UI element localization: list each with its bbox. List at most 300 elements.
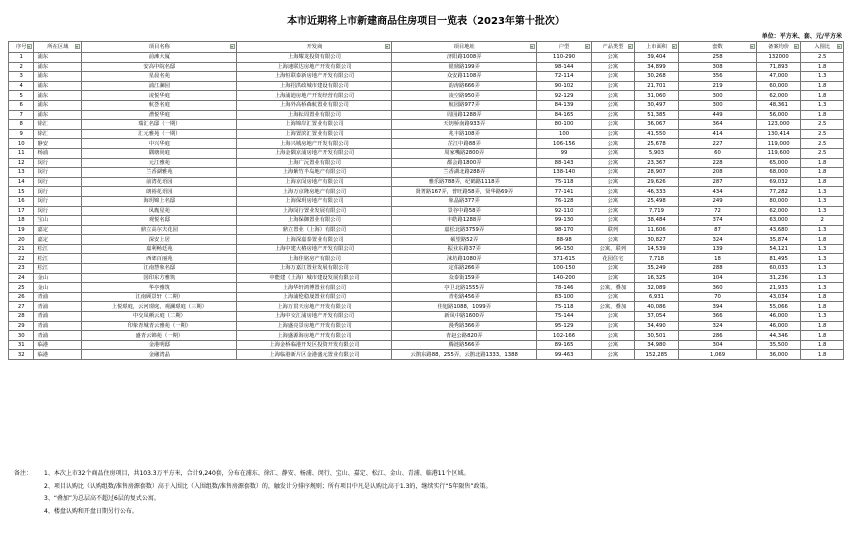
cell-product-type: 公寓，叠加	[592, 283, 634, 293]
cell-ratio: 2.5	[801, 148, 844, 158]
cell-unit-type: 92-110	[536, 206, 591, 216]
column-header-label: 入围比	[814, 44, 831, 50]
cell-unit-type: 72-114	[536, 72, 591, 82]
cell-developer: 上海临港新片区金港盛元置业有限公司	[237, 350, 392, 360]
cell-units: 366	[679, 312, 757, 322]
cell-units: 434	[679, 187, 757, 197]
cell-ratio: 2.5	[801, 139, 844, 149]
cell-ratio: 1.3	[801, 196, 844, 206]
filter-dropdown-icon[interactable]	[794, 44, 799, 49]
cell-area: 32,089	[634, 283, 679, 293]
table-row	[9, 283, 844, 293]
table-row	[9, 120, 844, 130]
filter-dropdown-icon[interactable]	[530, 44, 535, 49]
cell-seq: 19	[9, 225, 34, 235]
note-item: 1、本次上市32个商品住房项目，共103.3万平方米，合计9,240套，分布在浦东、徐汇、静安、杨浦、闵行、宝山、嘉定、松江、金山、青浦、临港11个区域。	[44, 470, 470, 477]
cell-price: 44,346	[756, 331, 801, 341]
cell-developer: 上海万贯天房地产开发有限公司	[237, 302, 392, 312]
cell-price: 48,361	[756, 100, 801, 110]
cell-developer: 上海金隅京浦房地产开发有限公司	[237, 148, 392, 158]
table-row	[9, 254, 844, 264]
cell-price: 35,500	[756, 340, 801, 350]
cell-product-type: 公寓	[592, 264, 634, 274]
cell-seq: 18	[9, 216, 34, 226]
cell-ratio: 1.8	[801, 340, 844, 350]
cell-units: 208	[679, 168, 757, 178]
cell-project-name: 江南顾景轩（二期）	[82, 292, 237, 302]
cell-district: 杨浦	[34, 148, 82, 158]
cell-district: 青浦	[34, 321, 82, 331]
cell-area: 39,404	[634, 53, 679, 63]
cell-project-name: 观悦名邸	[82, 216, 237, 226]
cell-ratio: 1.3	[801, 100, 844, 110]
cell-project-name: 西郊百丽苑	[82, 254, 237, 264]
table-row	[9, 225, 844, 235]
cell-address: 云鹊东路88，255弄，云鹊北路1333，1388	[392, 350, 536, 360]
cell-area: 6,931	[634, 292, 679, 302]
cell-developer: 上海万京隆房地产有限公司	[237, 187, 392, 197]
cell-seq: 23	[9, 264, 34, 274]
cell-unit-type: 92-129	[536, 91, 591, 101]
filter-dropdown-icon[interactable]	[230, 44, 235, 49]
cell-seq: 7	[9, 110, 34, 120]
cell-project-name: 海玥锦上名邸	[82, 196, 237, 206]
cell-area: 7,719	[634, 206, 679, 216]
table-row	[9, 187, 844, 197]
cell-units: 60	[679, 148, 757, 158]
cell-ratio: 2.5	[801, 120, 844, 130]
cell-district: 金山	[34, 273, 82, 283]
cell-address: 定佑路266弄	[392, 264, 536, 274]
cell-unit-type: 99	[536, 148, 591, 158]
cell-price: 54,121	[756, 244, 801, 254]
cell-ratio: 1.8	[801, 350, 844, 360]
cell-product-type: 公寓	[592, 120, 634, 130]
cell-unit-type: 84-139	[536, 100, 591, 110]
cell-seq: 26	[9, 292, 34, 302]
cell-address: 众泰街159弄	[392, 273, 536, 283]
cell-developer: 上海置滨汇置业有限公司	[237, 129, 392, 139]
cell-address: 贤菁路167弄，普旺路58弄，贤华路69弄	[392, 187, 536, 197]
column-header-label: 开发商	[306, 44, 323, 50]
cell-seq: 21	[9, 244, 34, 254]
cell-developer: 上海紫竹半岛地产有限公司	[237, 168, 392, 178]
cell-unit-type: 96-150	[536, 244, 591, 254]
cell-price: 68,000	[756, 168, 801, 178]
projects-table	[8, 41, 844, 360]
cell-price: 69,032	[756, 177, 801, 187]
cell-area: 34,899	[634, 62, 679, 72]
column-header-label: 所在区域	[47, 44, 69, 50]
cell-project-name: 中兴华庭	[82, 139, 237, 149]
cell-district: 浦东	[34, 110, 82, 120]
cell-area: 40,086	[634, 302, 679, 312]
cell-area: 37,054	[634, 312, 679, 322]
cell-address: 银鼎路199弄	[392, 62, 536, 72]
cell-area: 34,980	[634, 340, 679, 350]
cell-price: 123,000	[756, 120, 801, 130]
cell-units: 300	[679, 91, 757, 101]
cell-project-name: 凤胤星苑	[82, 206, 237, 216]
cell-price: 62,000	[756, 206, 801, 216]
filter-dropdown-icon[interactable]	[750, 44, 755, 49]
cell-unit-type: 106-156	[536, 139, 591, 149]
column-header-seq	[9, 42, 34, 53]
cell-unit-type: 99-463	[536, 350, 591, 360]
cell-unit-type: 77-141	[536, 187, 591, 197]
cell-product-type: 联列	[592, 225, 634, 235]
cell-project-name: 兰香湖雅苑	[82, 168, 237, 178]
cell-district: 闵行	[34, 206, 82, 216]
cell-price: 36,000	[756, 350, 801, 360]
cell-district: 青浦	[34, 312, 82, 322]
cell-address: 周家嘴路2800弄	[392, 148, 536, 158]
cell-area: 5,903	[634, 148, 679, 158]
cell-unit-type: 88-98	[536, 235, 591, 245]
cell-seq: 31	[9, 340, 34, 350]
cell-units: 258	[679, 53, 757, 63]
cell-address: 硕望路52弄	[392, 235, 536, 245]
cell-area: 25,678	[634, 139, 679, 149]
cell-area: 21,701	[634, 81, 679, 91]
column-header-product-type	[592, 42, 634, 53]
cell-area: 16,325	[634, 273, 679, 283]
cell-developer: 上海耀龙投资有限公司	[237, 53, 392, 63]
cell-district: 静安	[34, 139, 82, 149]
cell-unit-type: 95-129	[536, 321, 591, 331]
cell-project-name: 星晨名苑	[82, 72, 237, 82]
cell-price: 21,933	[756, 283, 801, 293]
cell-seq: 16	[9, 196, 34, 206]
cell-product-type: 公寓，叠加	[592, 302, 634, 312]
cell-project-name: 元江雅苑	[82, 158, 237, 168]
column-header-district	[34, 42, 82, 53]
cell-project-name: 航荟名庭	[82, 100, 237, 110]
cell-developer: 上海中交汇浦房地产开发有限公司	[237, 312, 392, 322]
table-row	[9, 177, 844, 187]
cell-ratio: 1.3	[801, 312, 844, 322]
cell-units: 364	[679, 120, 757, 130]
cell-product-type: 公寓	[592, 62, 634, 72]
cell-address: 凌空路950弄	[392, 91, 536, 101]
cell-ratio: 1.8	[801, 91, 844, 101]
cell-product-type: 公寓	[592, 187, 634, 197]
cell-price: 130,414	[756, 129, 801, 139]
cell-unit-type: 110-290	[536, 53, 591, 63]
cell-price: 31,236	[756, 273, 801, 283]
cell-product-type: 公寓	[592, 350, 634, 360]
page-title: 本市近期将上市新建商品住房项目一览表（2023年第十批次）	[287, 16, 565, 27]
cell-area: 14,539	[634, 244, 679, 254]
cell-developer: 上海佳铭房产有限公司	[237, 254, 392, 264]
cell-address: 漫秀路366弄	[392, 321, 536, 331]
cell-units: 360	[679, 283, 757, 293]
cell-address: 济阳路1008弄	[392, 53, 536, 63]
cell-developer: 上海外高桥森航置业有限公司	[237, 100, 392, 110]
cell-seq: 4	[9, 81, 34, 91]
cell-seq: 6	[9, 100, 34, 110]
cell-district: 宝山	[34, 216, 82, 226]
table-row	[9, 312, 844, 322]
cell-project-name: 盛青云锦苑（一期）	[82, 331, 237, 341]
table-row	[9, 302, 844, 312]
cell-unit-type: 98-170	[536, 225, 591, 235]
note-item: 3、“叠加”为总层高不超过6层的复式公寓。	[44, 495, 160, 502]
cell-area: 36,067	[634, 120, 679, 130]
cell-address: 周园路1288弄	[392, 110, 536, 120]
cell-project-name: 安高中皖名邸	[82, 62, 237, 72]
column-header-label: 项目地址	[453, 44, 475, 50]
cell-ratio: 2	[801, 216, 844, 226]
cell-developer: 上海闵行置业发展有限公司	[237, 206, 392, 216]
cell-seq: 25	[9, 283, 34, 293]
cell-area: 46,333	[634, 187, 679, 197]
cell-project-name: 前湾花语园	[82, 177, 237, 187]
filter-dropdown-icon[interactable]	[385, 44, 390, 49]
cell-address: 雅乐路788弄，纪鹤路1118弄	[392, 177, 536, 187]
cell-seq: 29	[9, 321, 34, 331]
cell-project-name: 凌悦华庭	[82, 91, 237, 101]
cell-district: 浦东	[34, 53, 82, 63]
cell-district: 嘉定	[34, 225, 82, 235]
cell-address: 振业东路37弄	[392, 244, 536, 254]
table-row	[9, 53, 844, 63]
cell-units: 219	[679, 81, 757, 91]
cell-seq: 1	[9, 53, 34, 63]
cell-price: 46,000	[756, 312, 801, 322]
cell-ratio: 1.8	[801, 177, 844, 187]
cell-units: 374	[679, 216, 757, 226]
note-item: 4、楼盘认购和开盘日期另行公布。	[44, 507, 138, 515]
cell-project-name: 深安上居	[82, 235, 237, 245]
cell-units: 286	[679, 331, 757, 341]
cell-price: 71,893	[756, 62, 801, 72]
cell-seq: 8	[9, 120, 34, 130]
cell-product-type: 公寓	[592, 216, 634, 226]
column-header-price	[756, 42, 801, 53]
cell-ratio: 1.8	[801, 81, 844, 91]
cell-district: 青浦	[34, 302, 82, 312]
cell-product-type: 公寓	[592, 292, 634, 302]
cell-seq: 17	[9, 206, 34, 216]
cell-unit-type: 84-165	[536, 110, 591, 120]
cell-product-type: 公寓	[592, 72, 634, 82]
cell-project-name: 中交凤栖云庭（二期）	[82, 312, 237, 322]
note-item: 2、项目认购比（认购组数/准售房源套数）高于入围比（入围组数/准售房源套数）的，触发计分排序规则；所有项目中凡是认购比高于1.3的，继续实行“5年限售”政策。	[44, 482, 492, 490]
column-header-area	[634, 42, 679, 53]
cell-units: 87	[679, 225, 757, 235]
cell-district: 闵行	[34, 187, 82, 197]
cell-units: 308	[679, 62, 757, 72]
cell-address: 航园路977弄	[392, 100, 536, 110]
cell-area: 23,367	[634, 158, 679, 168]
cell-ratio: 1.3	[801, 206, 844, 216]
filter-dropdown-icon[interactable]	[27, 44, 32, 49]
cell-address: 韵涛路666弄	[392, 81, 536, 91]
cell-ratio: 1.8	[801, 235, 844, 245]
cell-units: 228	[679, 158, 757, 168]
cell-area: 30,827	[634, 235, 679, 245]
table-row	[9, 244, 844, 254]
column-header-label: 项目名称	[148, 44, 170, 50]
cell-seq: 5	[9, 91, 34, 101]
cell-developer: 上海锦岸汇置业有限公司	[237, 120, 392, 130]
cell-address: 景谷中路58弄	[392, 206, 536, 216]
cell-units: 227	[679, 139, 757, 149]
cell-area: 34,490	[634, 321, 679, 331]
cell-units: 18	[679, 254, 757, 264]
cell-developer: 中能建（上海）城市建设发展有限公司	[237, 273, 392, 283]
cell-district: 青浦	[34, 331, 82, 341]
cell-ratio: 1.8	[801, 62, 844, 72]
cell-seq: 30	[9, 331, 34, 341]
cell-project-name: 国印东方雅筑	[82, 273, 237, 283]
cell-developer: 上海招洪政城市建设有限公司	[237, 81, 392, 91]
cell-ratio: 1.8	[801, 110, 844, 120]
cell-address: 涞坊路1080弄	[392, 254, 536, 264]
table-row	[9, 340, 844, 350]
column-header-label: 上市面积	[645, 44, 668, 50]
cell-price: 46,000	[756, 321, 801, 331]
cell-project-name: 浦江澜园	[82, 81, 237, 91]
cell-units: 449	[679, 110, 757, 120]
cell-developer: 上海万嘉江置业发展有限公司	[237, 264, 392, 274]
cell-units: 287	[679, 177, 757, 187]
filter-dropdown-icon[interactable]	[672, 44, 677, 49]
table-row	[9, 110, 844, 120]
cell-ratio: 1.8	[801, 158, 844, 168]
cell-address: 象晶路377弄	[392, 196, 536, 206]
column-header-developer	[237, 42, 392, 53]
cell-price: 63,000	[756, 216, 801, 226]
cell-district: 浦东	[34, 91, 82, 101]
cell-ratio: 1.3	[801, 254, 844, 264]
table-row	[9, 216, 844, 226]
cell-price: 119,600	[756, 148, 801, 158]
notes-label: 备注：	[14, 470, 33, 477]
cell-unit-type: 98-144	[536, 62, 591, 72]
cell-district: 闵行	[34, 177, 82, 187]
filter-dropdown-icon[interactable]	[585, 44, 590, 49]
filter-dropdown-icon[interactable]	[628, 44, 633, 49]
cell-area: 7,718	[634, 254, 679, 264]
cell-ratio: 1.8	[801, 331, 844, 341]
cell-unit-type: 100-150	[536, 264, 591, 274]
cell-district: 浦东	[34, 72, 82, 82]
cell-developer: 上海速联达房地产开发有限公司	[237, 62, 392, 72]
cell-district: 松江	[34, 244, 82, 254]
cell-developer: 上海浦迪房地产开发经营有限公司	[237, 91, 392, 101]
cell-ratio: 1.8	[801, 168, 844, 178]
cell-product-type: 公寓	[592, 53, 634, 63]
cell-area: 30,497	[634, 100, 679, 110]
cell-seq: 32	[9, 350, 34, 360]
cell-seq: 3	[9, 72, 34, 82]
column-header-label: 备案均价	[768, 44, 790, 50]
cell-units: 139	[679, 244, 757, 254]
cell-area: 30,268	[634, 72, 679, 82]
column-header-project-name	[82, 42, 237, 53]
column-header-label: 户型	[558, 44, 570, 50]
table-row	[9, 81, 844, 91]
table-row	[9, 321, 844, 331]
cell-unit-type: 100	[536, 129, 591, 139]
cell-area: 41,550	[634, 129, 679, 139]
cell-developer: 上海深嘉泰置业有限公司	[237, 235, 392, 245]
cell-project-name: 金融湾晶	[82, 350, 237, 360]
cell-developer: 上海恒联泰新房地产开发有限公司	[237, 72, 392, 82]
cell-address: 天钥桥南路933弄	[392, 120, 536, 130]
cell-address: 青松路456弄	[392, 292, 536, 302]
cell-units: 324	[679, 321, 757, 331]
cell-project-name: 鼎立高尔夫花园	[82, 225, 237, 235]
cell-address: 亭卫北路1555弄	[392, 283, 536, 293]
cell-unit-type: 75-144	[536, 312, 591, 322]
cell-district: 临港	[34, 350, 82, 360]
cell-price: 62,000	[756, 91, 801, 101]
cell-units: 1,069	[679, 350, 757, 360]
cell-seq: 14	[9, 177, 34, 187]
cell-seq: 10	[9, 139, 34, 149]
cell-address: 腾涟路566弄	[392, 340, 536, 350]
cell-address: 兰香湖北路288弄	[392, 168, 536, 178]
cell-area: 31,060	[634, 91, 679, 101]
cell-seq: 9	[9, 129, 34, 139]
cell-district: 闵行	[34, 168, 82, 178]
table-row	[9, 91, 844, 101]
table-row	[9, 350, 844, 360]
cell-seq: 24	[9, 273, 34, 283]
table-row	[9, 264, 844, 274]
column-header-unit-type	[536, 42, 591, 53]
cell-ratio: 1.3	[801, 244, 844, 254]
cell-developer: 鼎立置业（上海）有限公司	[237, 225, 392, 235]
cell-seq: 20	[9, 235, 34, 245]
cell-district: 金山	[34, 283, 82, 293]
cell-product-type: 公寓	[592, 158, 634, 168]
cell-product-type: 公寓	[592, 177, 634, 187]
cell-address: 佳旭路1088，1099弄	[392, 302, 536, 312]
cell-seq: 2	[9, 62, 34, 72]
cell-unit-type: 88-143	[536, 158, 591, 168]
cell-unit-type: 90-102	[536, 81, 591, 91]
cell-unit-type: 102-166	[536, 331, 591, 341]
table-row	[9, 148, 844, 158]
cell-unit-type: 99-130	[536, 216, 591, 226]
cell-district: 浦东	[34, 100, 82, 110]
cell-address: 青赵公路820弄	[392, 331, 536, 341]
cell-units: 249	[679, 196, 757, 206]
cell-price: 119,000	[756, 139, 801, 149]
table-row	[9, 158, 844, 168]
cell-district: 闵行	[34, 158, 82, 168]
filter-dropdown-icon[interactable]	[75, 44, 80, 49]
cell-area: 51,385	[634, 110, 679, 120]
cell-product-type: 公寓	[592, 312, 634, 322]
cell-address: 嘉松北路3759弄	[392, 225, 536, 235]
filter-dropdown-icon[interactable]	[837, 44, 842, 49]
cell-district: 浦东	[34, 81, 82, 91]
cell-district: 松江	[34, 254, 82, 264]
cell-project-name: 华亭雅筑	[82, 283, 237, 293]
cell-district: 临港	[34, 340, 82, 350]
column-header-address	[392, 42, 536, 53]
table-row	[9, 206, 844, 216]
cell-seq: 22	[9, 254, 34, 264]
table-row	[9, 139, 844, 149]
cell-product-type: 公寓	[592, 91, 634, 101]
cell-unit-type: 371-615	[536, 254, 591, 264]
